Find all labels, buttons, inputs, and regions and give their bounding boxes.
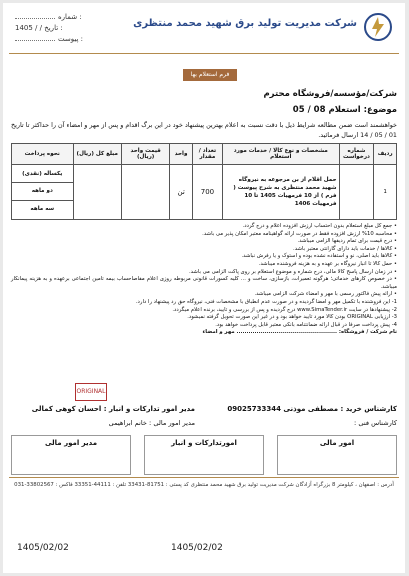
company-name: شرکت مدیریت تولید برق شهید محمد منتظری xyxy=(133,18,357,29)
condition-item: 1- این فروشنده با تکمیل مهر و امضا گردیده و در صورت عدم انطباق با مشخصات فنی، نیروگاه حق رد پیشنهاد را دارد. xyxy=(135,298,397,305)
payment-option: دو ماهه xyxy=(12,183,73,201)
letterhead xyxy=(3,3,405,51)
condition-item: • در خصوص کارهای خدماتی؛ هرگونه تعمیرات، بازسازی، ساخت و ... کلیه کسورات قانونی مربوطه روزی اعلام مفاصاحساب بیمه تامین اجتماعی برعهده و به هزینه پیمانکار میباشد. xyxy=(11,276,397,290)
letter-date: 1405 / / تاریخ : xyxy=(15,24,63,32)
col-row: ردیف xyxy=(374,144,397,165)
header-divider xyxy=(9,53,399,54)
table-header-row xyxy=(12,144,397,165)
condition-item: • کالاها باید اصلی، نو و استفاده نشده بوده و استوک و یا رفرش نباشد. xyxy=(241,253,397,260)
col-payment: نحوه پرداخت xyxy=(12,144,74,165)
condition-item: • کالاها / خدمات باید دارای گارانتی معتبر باشد. xyxy=(293,245,397,252)
company-signature-line: نام شرکت / فروشگاه: .................................................. مهر و امضاء xyxy=(202,329,397,336)
condition-item: • درج قیمت برای تمام ردیفها الزامی میباشد. xyxy=(297,238,397,245)
approval-box-finance: امور مالی xyxy=(277,435,397,475)
condition-item: • حمل کالا تا انبار نیروگاه بر عهده و به هزینه فروشنده میباشد. xyxy=(258,260,397,267)
approval-boxes xyxy=(11,435,397,475)
technical-expert: کارشناس فنی : xyxy=(354,419,397,427)
date-left: 1405/02/02 xyxy=(17,543,69,553)
company-logo xyxy=(363,12,393,42)
form-title: فرم استعلام بها xyxy=(183,69,237,81)
cell-unit-price xyxy=(121,165,169,220)
condition-item: 2- پیشنهادها در سایت www.SimaTender.ir درج گردیده و پس از بررسی و تایید، برنده اعلام میگردد. xyxy=(172,306,397,313)
date-center: 1405/02/02 xyxy=(171,543,223,553)
condition-item: • جمع کل مبلغ استعلام بدون احتساب ارزش افزوده اعلام و درج گردد. xyxy=(242,223,397,229)
original-stamp: ORIGINAL xyxy=(75,383,107,401)
cell-description: حمل اقلام از بن مرجوعه به نیروگاه شهید محمد منتظری به شرح پیوست ( فرم ) از 10 فرمهیات 1405 تا 10 فرمهیات 1406 xyxy=(222,165,339,220)
col-description: مشخصات و نوع کالا / خدمات مورد استعلام xyxy=(222,144,339,165)
footer-address: آدرس : اصفهان ، کیلومتر 8 بزرگراه آزادگان شرکت مدیریت تولید برق شهید محمد منتظری کد پستی : 81751-33431 تلفن : 44111-33351 فاکس : 33802567-031 xyxy=(14,482,394,488)
purchase-expert: کارشناس خرید : مصطفی موذنی 09025733344 xyxy=(227,405,397,413)
condition-item: • ارائه پیش فاکتور رسمی با مهر و امضاء شرکت الزامی میباشد. xyxy=(254,291,397,298)
approval-box-finance-manager: مدیر امور مالی xyxy=(11,435,131,475)
col-unit: واحد xyxy=(170,144,193,165)
payment-option: یکساله (نقدی) xyxy=(12,166,73,183)
col-unit-price: قیمت واحد (ریال) xyxy=(121,144,169,165)
payment-option: سه ماهه xyxy=(30,206,55,212)
document-sheet xyxy=(3,3,405,573)
condition-item: • محاسبه 10% ارزش افزوده فقط در صورت ارائه گواهینامه معتبر امکان پذیر می باشد. xyxy=(202,230,397,237)
footer-divider xyxy=(9,477,399,478)
condition-item: 4- پیش پرداخت صرفا در قبال ارائه ضمانتنامه بانکی معتبر قابل پرداخت خواهد بود. xyxy=(215,321,397,328)
procurement-manager: مدیر امور تدارکات و انبار : احسان کوهی کمالی xyxy=(31,405,195,413)
cell-total-price xyxy=(73,165,121,220)
cell-payment xyxy=(12,165,74,220)
conditions-list xyxy=(11,223,397,337)
col-request: شماره درخواست xyxy=(339,144,374,165)
intro-paragraph: خواهشمند است ضمن مطالعه شرایط ذیل با دقت نسبت به اعلام بهترین پیشنهاد خود در این برگ اقدام و پس از مهر و امضاء آن را حداکثر تا تاریخ 01 / 05 / 14 ارسال فرمائید. xyxy=(11,121,397,139)
condition-item: 3- ارزیابی ORIGINAL بودن کالا مورد تایید خواهد بود و در غیر این صورت تحویل گرفته نمیشود. xyxy=(187,314,397,321)
letter-attachment: پیوست : xyxy=(15,35,83,43)
date-row xyxy=(3,543,405,563)
subject: موضوع: استعلام 08 / 05 xyxy=(292,105,397,115)
col-quantity: تعداد / مقدار xyxy=(192,144,222,165)
cell-request xyxy=(339,165,374,220)
letter-number: شماره : xyxy=(15,13,82,21)
approval-box-procurement: امورتدارکات و انبار xyxy=(144,435,264,475)
condition-item: • در زمان ارسال پاسخ کالا مالی، درج شماره و موضوع استعلام بر روی پاکت الزامی می باشد. xyxy=(188,268,397,275)
cell-row: 1 xyxy=(374,165,397,220)
col-total-price: مبلغ کل (ریال) xyxy=(73,144,121,165)
finance-manager: مدیر امور مالی : خانم ابراهیمی xyxy=(108,419,195,427)
cell-unit: تن xyxy=(170,165,193,220)
inquiry-table xyxy=(11,143,397,220)
table-row xyxy=(12,165,397,220)
cell-quantity: 700 xyxy=(192,165,222,220)
addressee: شرکت/مؤسسه/فروشگاه محترم xyxy=(263,89,397,99)
